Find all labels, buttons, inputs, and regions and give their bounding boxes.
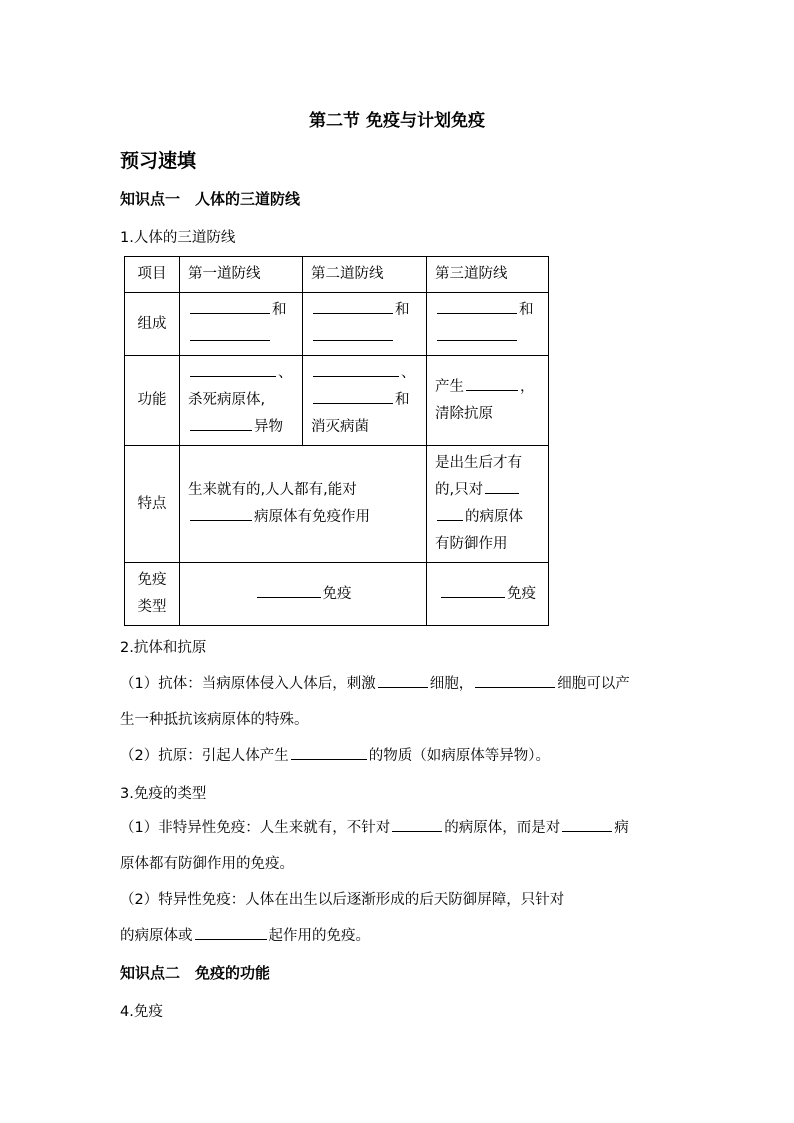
row-label-composition: 组成 (125, 293, 180, 356)
row-label-function: 功能 (125, 356, 180, 446)
header-third-line: 第三道防线 (427, 257, 549, 293)
function-first: 、 杀死病原体, 异物 (180, 356, 303, 446)
row-label-type: 免疫 类型 (125, 563, 180, 626)
feature-specific: 是出生后才有 的,只对 的病原体 有防御作用 (427, 446, 549, 563)
blank[interactable] (190, 298, 270, 314)
blank[interactable] (291, 744, 367, 760)
blank[interactable] (466, 375, 518, 391)
blank[interactable] (437, 325, 517, 341)
blank[interactable] (190, 415, 252, 431)
function-third: 产生 ， 清除抗原 (427, 356, 549, 446)
blank[interactable] (190, 325, 270, 341)
blank[interactable] (257, 582, 321, 598)
blank[interactable] (392, 816, 442, 832)
table-row-composition (125, 293, 549, 356)
blank[interactable] (437, 505, 463, 521)
blank[interactable] (475, 672, 555, 688)
blank[interactable] (437, 298, 517, 314)
composition-third: 和 (427, 293, 549, 356)
blank[interactable] (441, 582, 505, 598)
question-2-1: （1）抗体：当病原体侵入人体后，刺激 细胞， 细胞可以产 生一种抵抗该病原体的特殊。 (120, 666, 676, 738)
blank[interactable] (313, 388, 393, 404)
knowledge-point-2: 知识点二 免疫的功能 (120, 964, 271, 982)
table-row-type (125, 563, 549, 626)
blank[interactable] (485, 478, 519, 494)
blank[interactable] (313, 361, 399, 377)
question-1-title: 1.人体的三道防线 (120, 230, 236, 246)
type-nonspecific: 免疫 (180, 563, 427, 626)
table-row-feature (125, 446, 549, 563)
blank[interactable] (195, 924, 267, 940)
composition-first: 和 (180, 293, 303, 356)
table-row-function (125, 356, 549, 446)
header-second-line: 第二道防线 (303, 257, 427, 293)
question-4-title: 4.免疫 (120, 1004, 163, 1020)
section-heading: 预习速填 (120, 150, 197, 172)
question-2-title: 2.抗体和抗原 (120, 640, 207, 656)
blank[interactable] (562, 816, 612, 832)
function-second: 、 和 消灭病菌 (303, 356, 427, 446)
row-label-feature: 特点 (125, 446, 180, 563)
blank[interactable] (313, 325, 393, 341)
blank[interactable] (190, 361, 276, 377)
header-first-line: 第一道防线 (180, 257, 303, 293)
blank[interactable] (190, 505, 252, 521)
defense-lines-table (124, 256, 549, 626)
type-specific: 免疫 (427, 563, 549, 626)
table-header-row (125, 257, 549, 293)
question-3-2: （2）特异性免疫：人体在出生以后逐渐形成的后天防御屏障，只针对 的病原体或 起作用的免疫。 (120, 892, 565, 944)
blank[interactable] (313, 298, 393, 314)
blank[interactable] (378, 672, 428, 688)
feature-nonspecific: 生来就有的,人人都有,能对 病原体有免疫作用 (180, 446, 427, 563)
composition-second: 和 (303, 293, 427, 356)
header-item: 项目 (125, 257, 180, 293)
question-2-2: （2）抗原：引起人体产生 的物质（如病原体等异物）。 (120, 738, 676, 774)
knowledge-point-1: 知识点一 人体的三道防线 (120, 190, 301, 208)
page-title: 第二节 免疫与计划免疫 (309, 111, 485, 131)
question-3-1: （1）非特异性免疫：人生来就有，不针对 的病原体，而是对 病 原体都有防御作用的免疫。 (120, 810, 676, 882)
question-3-title: 3.免疫的类型 (120, 786, 207, 802)
